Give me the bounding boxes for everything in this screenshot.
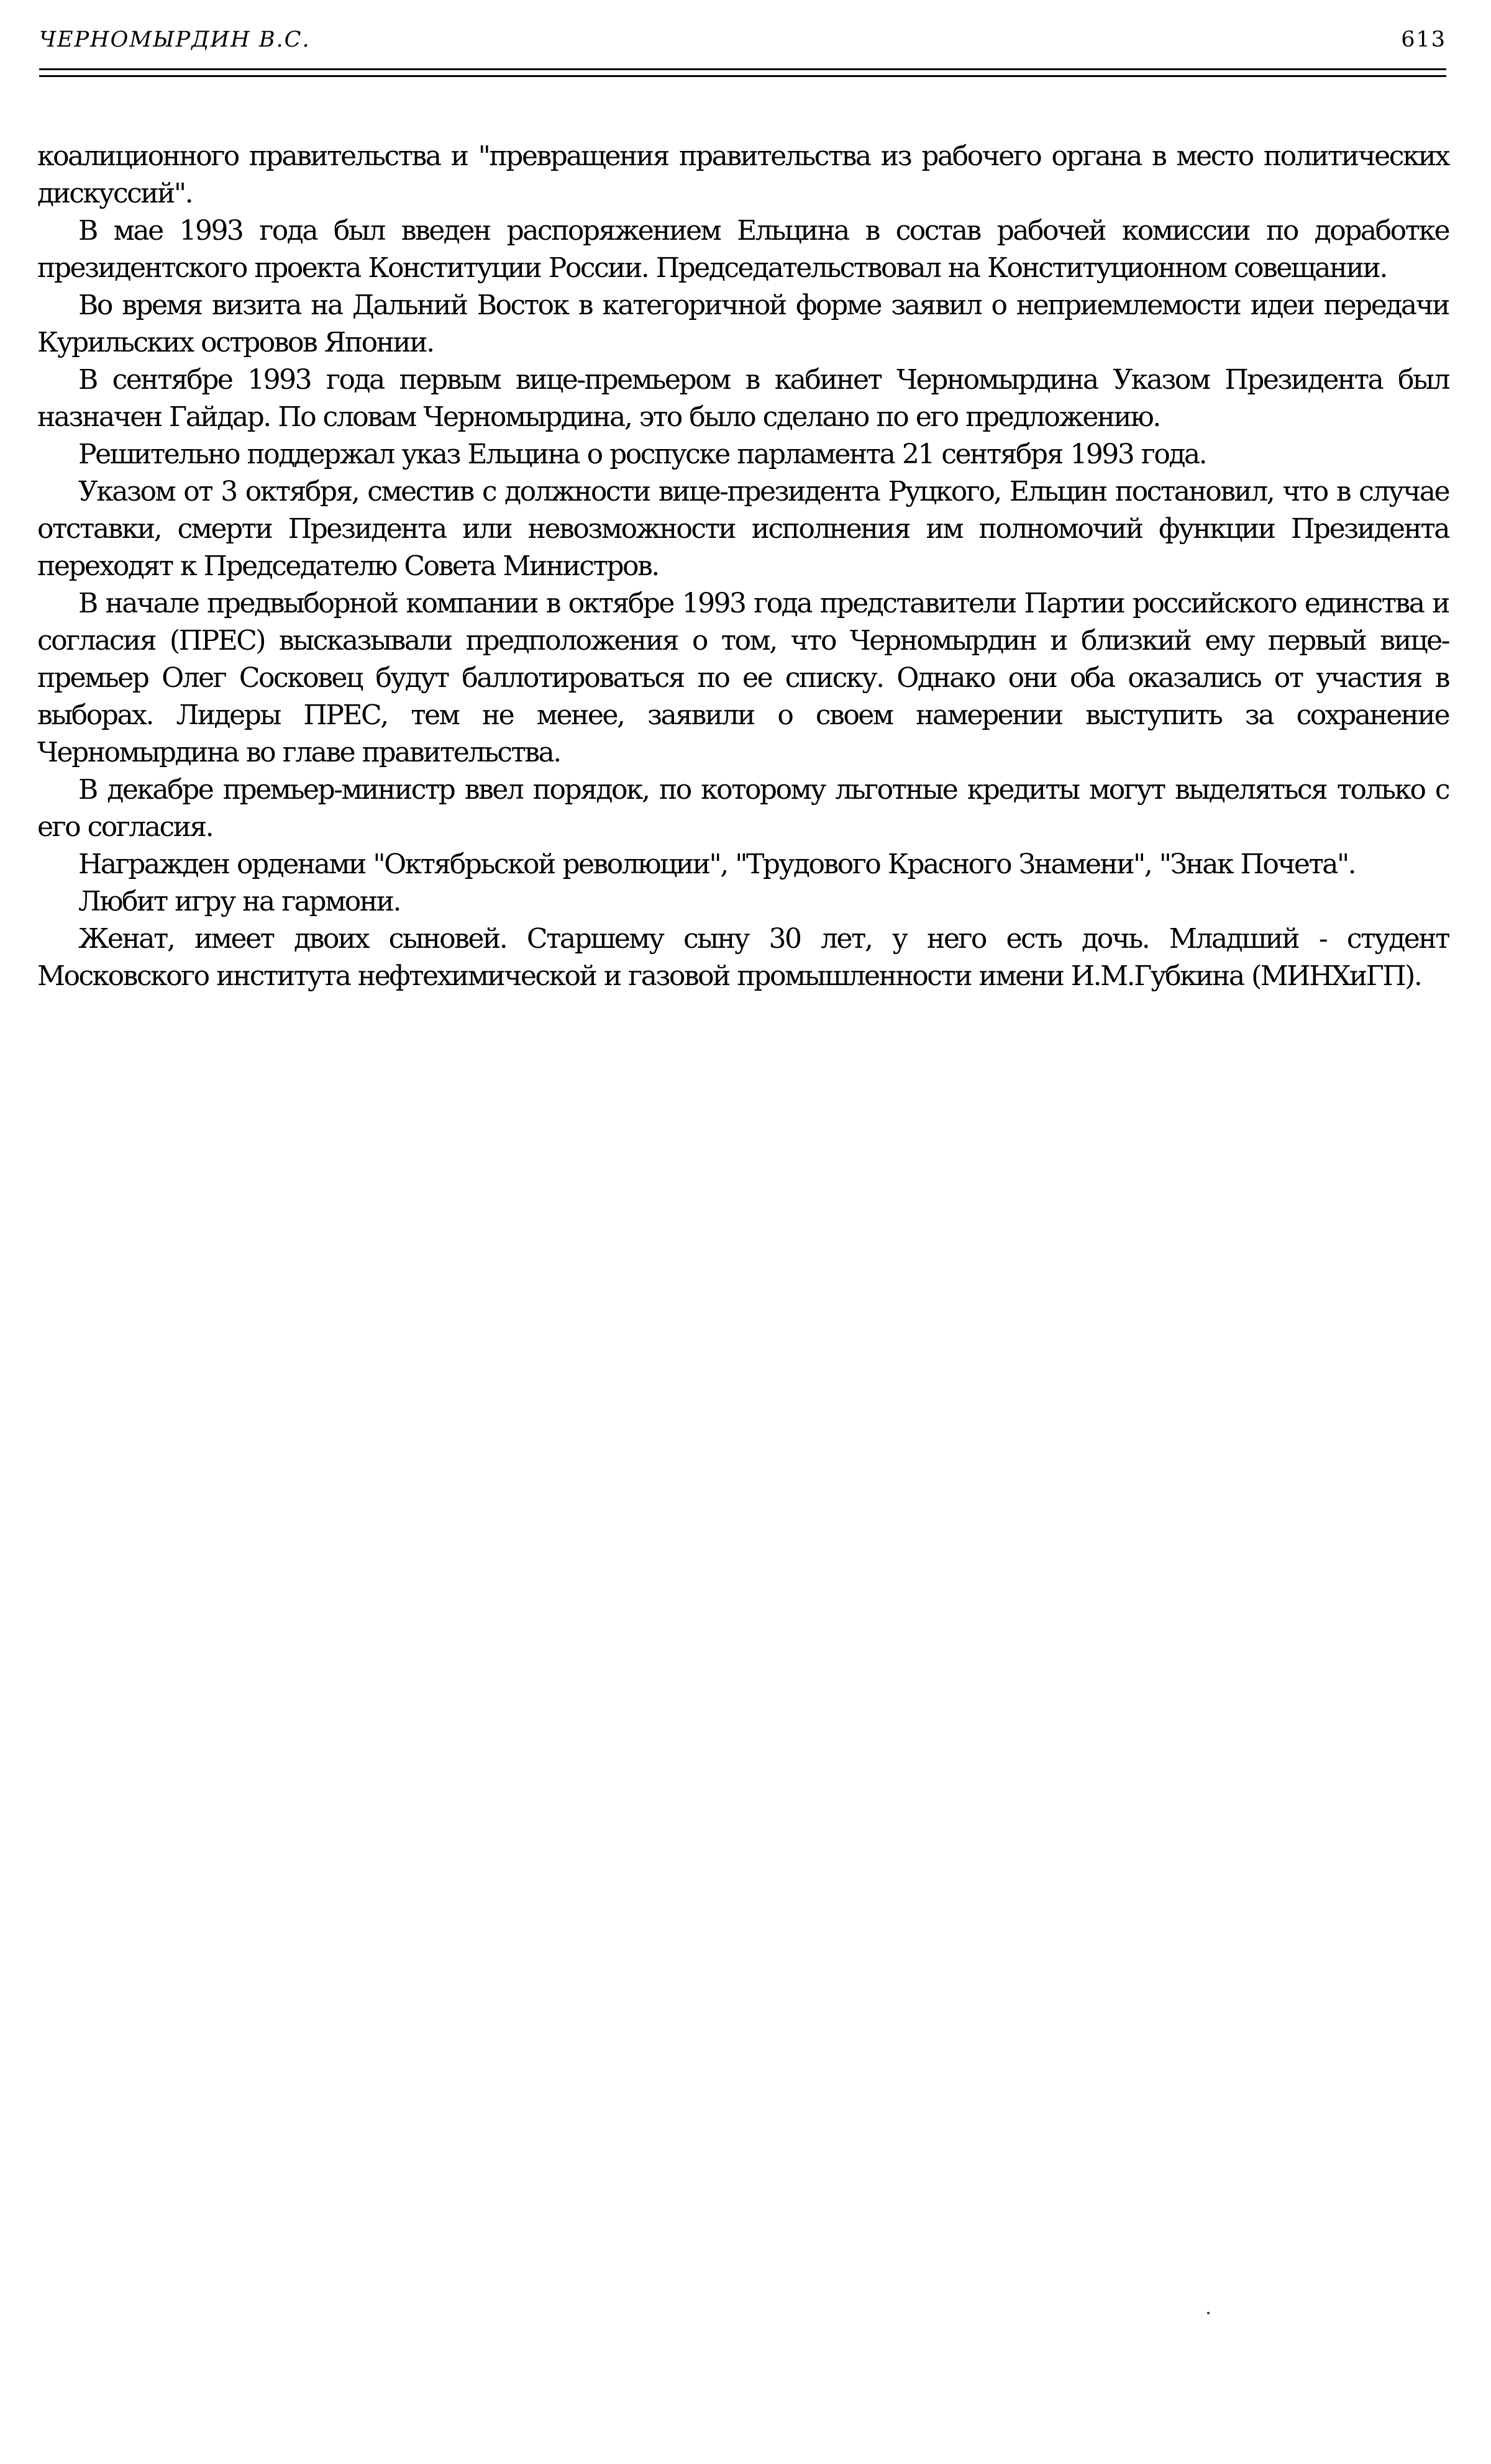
paragraph: Решительно поддержал указ Ельцина о роспуске парламента 21 сентября 1993 года. — [78, 439, 1206, 470]
paragraph: Любит игру на гармони. — [78, 886, 400, 917]
paragraph: В мае 1993 года был введен распоряжением Ельцина в состав рабочей комиссии по доработке президентского проекта Конституции России. Председательствовал на Конституционном совещании. — [37, 215, 1449, 284]
paragraph: В начале предвыборной компании в октябре 1993 года представители Партии российского единства и согласия (ПРЕС) высказывали предположения о том, что Черномырдин и близкий ему первый вице-премьер Олег Сосковец будут баллотироваться по ее списку. Однако они оба оказались от участия в выборах. Лидеры ПРЕС, тем не менее, заявили о своем намерении выступить за сохранение Черномырдина во главе правительства. — [37, 588, 1449, 768]
header-rule-bottom — [39, 75, 1446, 77]
body-text — [37, 138, 1449, 995]
page-number: 613 — [1401, 27, 1446, 52]
paragraph-continuation: коалиционного правительства и "превращения правительства из рабочего органа в место политических дискуссий". — [37, 140, 1449, 209]
paragraph: В сентябре 1993 года первым вице-премьером в кабинет Черномырдина Указом Президента был назначен Гайдар. По словам Черномырдина, это было сделано по его предложению. — [37, 364, 1449, 433]
header-rule-top — [39, 68, 1446, 70]
running-head — [39, 24, 1446, 56]
scan-speck — [1207, 2312, 1210, 2314]
paragraph: Указом от 3 октября, сместив с должности вице-президента Руцкого, Ельцин постановил, что в случае отставки, смерти Президента или невозможности исполнения им полномочий функции Президента переходят к Председателю Совета Министров. — [37, 476, 1449, 582]
paragraph: Награжден орденами "Октябрьской революции", "Трудового Красного Знамени", "Знак Почета". — [78, 848, 1356, 880]
paragraph: Женат, имеет двоих сыновей. Старшему сыну 30 лет, у него есть дочь. Младший - студент Московского института нефтехимической и газовой промышленности имени И.М.Губкина (МИНХиГП). — [37, 923, 1449, 992]
paragraph: В декабре премьер-министр ввел порядок, по которому льготные кредиты могут выделяться только с его согласия. — [37, 774, 1449, 843]
paragraph: Во время визита на Дальний Восток в категоричной форме заявил о неприемлемости идеи передачи Курильских островов Японии. — [37, 289, 1449, 358]
running-head-title: ЧЕРНОМЫРДИН В.С. — [39, 27, 311, 52]
